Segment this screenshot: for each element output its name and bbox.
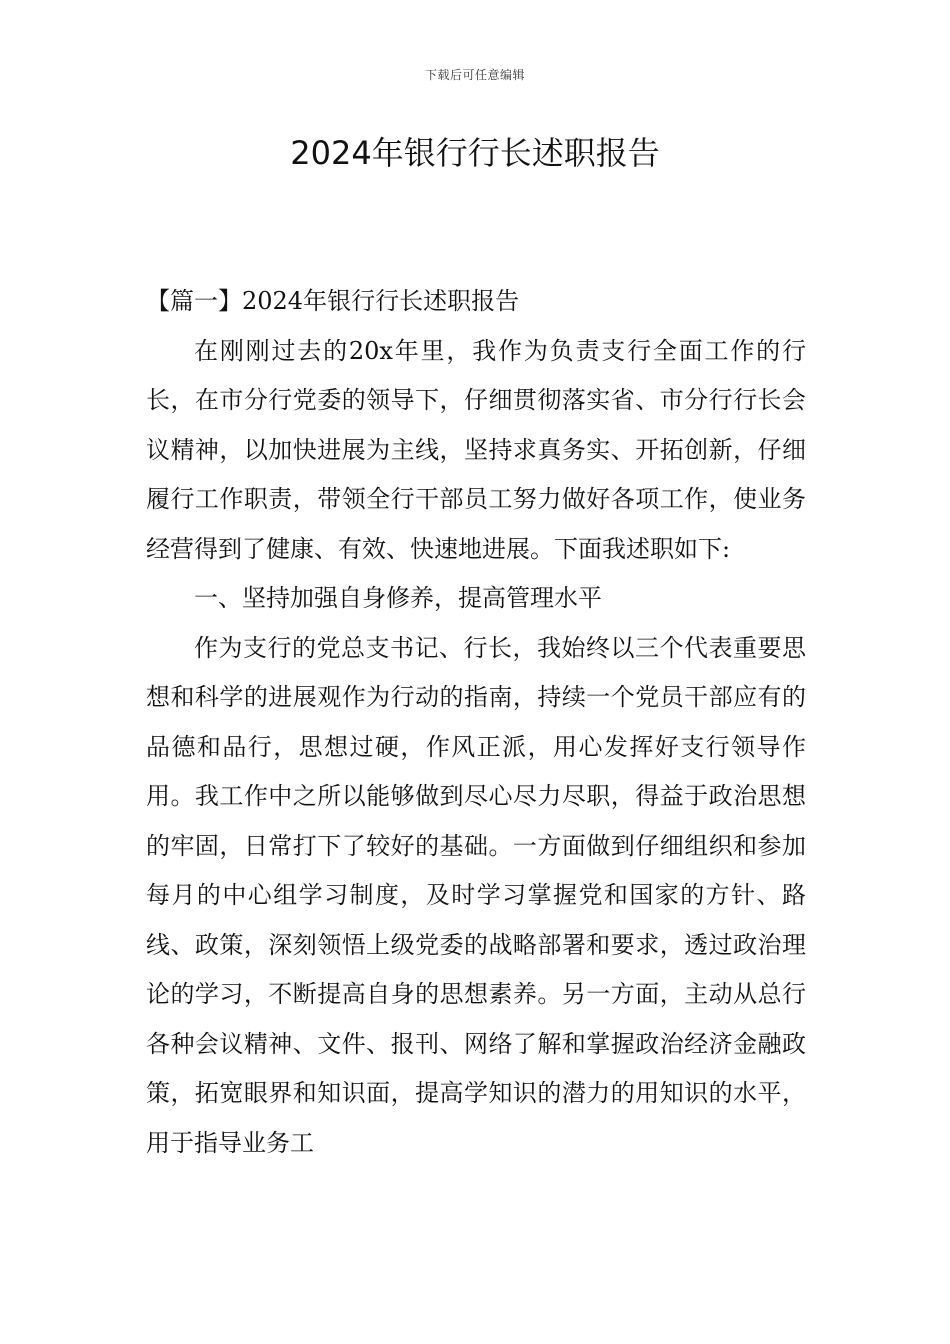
paragraph-subheading: 一、坚持加强自身修养，提高管理水平 <box>194 584 602 612</box>
document-title: 2024年银行行长述职报告 <box>290 134 660 172</box>
paragraph-intro: 在刚刚过去的20x年里，我作为负责支行全面工作的行长，在市分行党委的领导下，仔细贯彻落实省、市分行行长会议精神，以加快进展为主线，坚持求真务实、开拓创新，仔细履行工作职责，带领全行干部员工努力做好各项工作，使业务经营得到了健康、有效、快速地进展。下面我述职如下: <box>146 336 806 563</box>
document-body <box>146 277 806 1168</box>
section-heading: 【篇一】2024年银行行长述职报告 <box>146 287 520 315</box>
paragraph-self-cultivation: 作为支行的党总支书记、行长，我始终以三个代表重要思想和科学的进展观作为行动的指南，持续一个党员干部应有的品德和品行，思想过硬，作风正派，用心发挥好支行领导作用。我工作中之所以能够做到尽心尽力尽职，得益于政治思想的牢固，日常打下了较好的基础。一方面做到仔细组织和参加每月的中心组学习制度，及时学习掌握党和国家的方针、路线、政策，深刻领悟上级党委的战略部署和要求，透过政治理论的学习，不断提高自身的思想素养。另一方面，主动从总行各种会议精神、文件、报刊、网络了解和掌握政治经济金融政策，拓宽眼界和知识面，提高学知识的潜力的用知识的水平，用于指导业务工 <box>146 633 806 1157</box>
header-note: 下载后可任意编辑 <box>424 68 525 82</box>
